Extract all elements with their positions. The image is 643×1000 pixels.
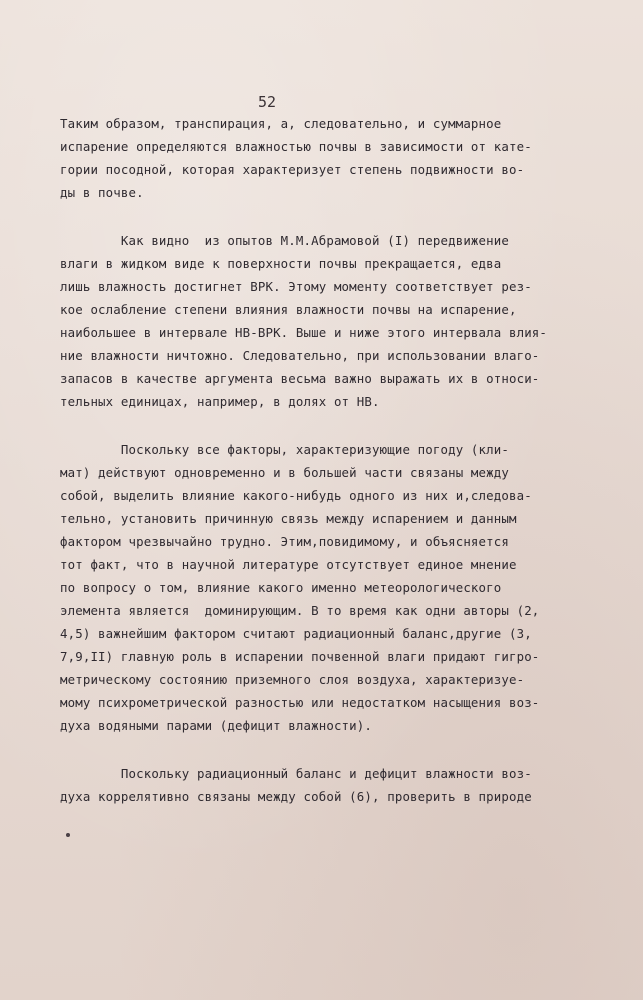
text-line: метрическому состоянию приземного слоя воздуха, характеризуе-	[60, 672, 525, 687]
text-line: тельно, установить причинную связь между испарением и данным	[60, 511, 517, 526]
text-line: элемента является доминирующим. В то время как одни авторы (2,	[60, 603, 540, 618]
text-line: духа водяными парами (дефицит влажности).	[60, 718, 373, 733]
text-line: запасов в качестве аргумента весьма важно выражать их в относи-	[60, 371, 540, 386]
text-line: влаги в жидком виде к поверхности почвы прекращается, едва	[60, 256, 502, 271]
paragraph-gap	[60, 737, 620, 762]
margin-dot-mark	[66, 833, 70, 837]
text-line: испарение определяются влажностью почвы в зависимости от кате-	[60, 139, 532, 154]
paragraph-gap	[60, 413, 620, 438]
paragraph	[60, 229, 620, 413]
text-line: наибольшее в интервале НВ-ВРК. Выше и ниже этого интервала влия-	[60, 325, 548, 340]
text-line: мат) действуют одновременно и в большей части связаны между	[60, 465, 509, 480]
paragraph-gap	[60, 204, 620, 229]
text-line: 4,5) важнейшим фактором считают радиационный баланс,другие (3,	[60, 626, 532, 641]
text-line: лишь влажность достигнет ВРК. Этому моменту соответствует рез-	[60, 279, 532, 294]
paragraph	[60, 762, 620, 808]
body-text	[60, 112, 620, 808]
text-line: 7,9,II) главную роль в испарении почвенной влаги придают гигро-	[60, 649, 540, 664]
text-line: мому психрометрической разностью или недостатком насыщения воз-	[60, 695, 540, 710]
text-line: Как видно из опытов М.М.Абрамовой (I) передвижение	[60, 233, 509, 248]
text-line: тельных единицах, например, в долях от НВ.	[60, 394, 380, 409]
text-line: Поскольку радиационный баланс и дефицит влажности воз-	[60, 766, 532, 781]
text-line: ние влажности ничтожно. Следовательно, при использовании влаго-	[60, 348, 540, 363]
text-line: Поскольку все факторы, характеризующие погоду (кли-	[60, 442, 509, 457]
paragraph	[60, 438, 620, 737]
text-line: ды в почве.	[60, 185, 144, 200]
text-line: фактором чрезвычайно трудно. Этим,повидимому, и объясняется	[60, 534, 509, 549]
paragraph	[60, 112, 620, 204]
text-line: тот факт, что в научной литературе отсутствует единое мнение	[60, 557, 517, 572]
text-line: духа коррелятивно связаны между собой (6), проверить в природе	[60, 789, 532, 804]
text-line: по вопросу о том, влияние какого именно метеорологического	[60, 580, 502, 595]
page-number: 52	[258, 93, 277, 111]
text-line: Таким образом, транспирация, а, следовательно, и суммарное	[60, 116, 502, 131]
text-line: гории посодной, которая характеризует степень подвижности во-	[60, 162, 525, 177]
text-line: собой, выделить влияние какого-нибудь одного из них и,следова-	[60, 488, 532, 503]
text-line: кое ослабление степени влияния влажности почвы на испарение,	[60, 302, 517, 317]
